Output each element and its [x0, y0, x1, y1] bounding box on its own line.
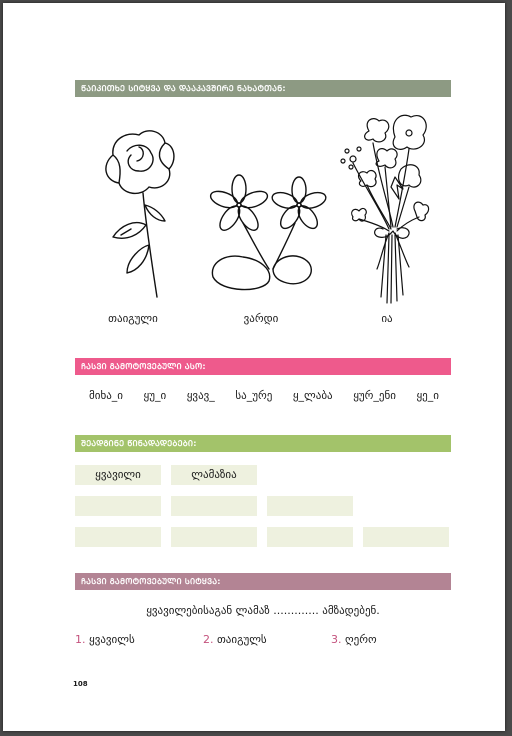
word-item[interactable]: მიხა_ი: [89, 389, 123, 402]
answer-cell[interactable]: [267, 496, 353, 516]
fill-in-sentence: ყვავილებისაგან ლამაზ ............. ამზადებენ.: [146, 604, 380, 617]
sentence-cell: ლამაზია: [171, 465, 257, 485]
option-1[interactable]: [75, 633, 135, 646]
sentence-cell: ყვავილი: [75, 465, 161, 485]
label-rose: ვარდი: [243, 312, 279, 325]
word-item[interactable]: ყვავ_: [186, 389, 215, 402]
word-item[interactable]: ყუ_ი: [143, 389, 167, 402]
page-number: 108: [73, 680, 88, 688]
section2-title: ᲩᲐᲡᲕᲘ ᲒᲐᲛᲝᲢᲝᲕᲔᲑᲣᲚᲘ ᲐᲡᲝ:: [75, 358, 451, 375]
word-item[interactable]: ყ_ლაბა: [292, 389, 333, 402]
option-text: ღერო: [345, 633, 377, 646]
word-item[interactable]: ყურ_ენი: [353, 389, 396, 402]
bouquet-drawing-icon: [339, 107, 431, 305]
option-number: 2.: [203, 633, 214, 646]
section1-title: ᲬᲐᲘᲙᲘᲗᲮᲔ ᲡᲘᲢᲧᲕᲐ ᲓᲐ ᲓᲐᲐᲙᲐᲕᲨᲘᲠᲔ ᲜᲐᲮᲐᲢᲗᲐᲜ:: [75, 80, 451, 97]
answer-cell[interactable]: [171, 496, 257, 516]
answer-cell[interactable]: [75, 527, 161, 547]
option-text: ყვავილს: [89, 633, 135, 646]
missing-letter-words: [89, 389, 439, 402]
option-number: 3.: [331, 633, 342, 646]
violet-drawing-icon: [203, 171, 331, 293]
section3-title: ᲨᲔᲐᲓᲒᲘᲜᲔ ᲬᲘᲜᲐᲓᲐᲓᲔᲑᲔᲑᲘ:: [75, 435, 451, 452]
option-text: თაიგულს: [217, 633, 267, 646]
option-number: 1.: [75, 633, 86, 646]
option-2[interactable]: [203, 633, 267, 646]
label-violet: ია: [381, 312, 393, 325]
answer-cell[interactable]: [267, 527, 353, 547]
answer-cell[interactable]: [363, 527, 449, 547]
label-bouquet: თაიგული: [108, 312, 158, 325]
word-item[interactable]: ყე_ი: [416, 389, 439, 402]
option-3[interactable]: [331, 633, 377, 646]
section4-title: ᲩᲐᲡᲕᲘ ᲒᲐᲛᲝᲢᲝᲕᲔᲑᲣᲚᲘ ᲡᲘᲢᲧᲕᲐ:: [75, 573, 451, 590]
word-item[interactable]: სა_ურე: [235, 389, 273, 402]
answer-cell[interactable]: [171, 527, 257, 547]
rose-drawing-icon: [91, 125, 181, 303]
worksheet-page: [3, 3, 505, 731]
answer-cell[interactable]: [75, 496, 161, 516]
